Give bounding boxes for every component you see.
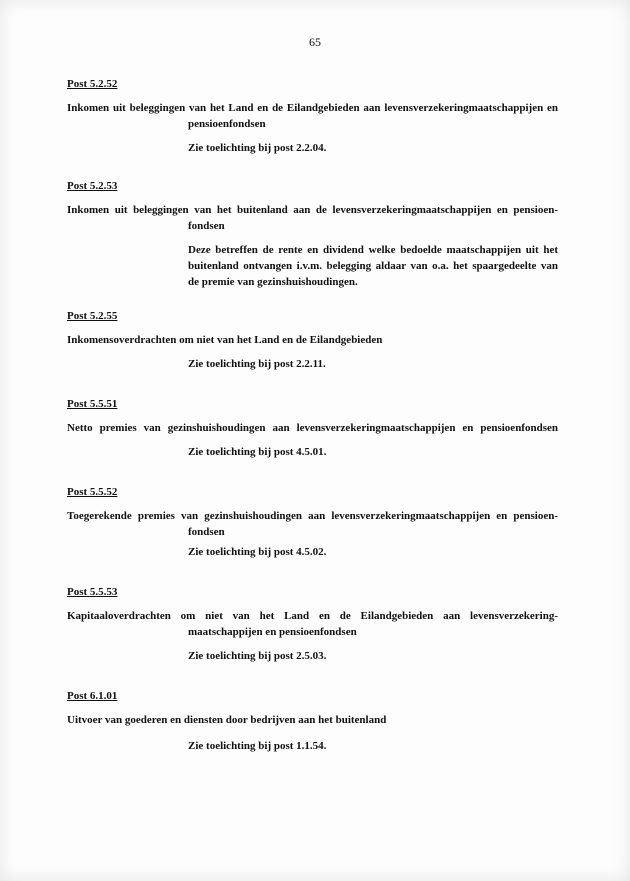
post-title-continuation: fondsen [188,220,225,232]
post-entry [67,584,558,664]
post-title-continuation: maatschappijen en pensioenfondsen [188,626,357,638]
post-title-block [67,508,558,540]
post-body: de premie van gezinshuishoudingen. [188,276,358,288]
post-title: Uitvoer van goederen en diensten door bedrijven aan het buitenland [67,714,387,726]
post-entry [67,178,558,290]
post-entry [67,484,558,560]
post-heading: Post 5.5.51 [67,398,118,410]
post-entry [67,396,558,460]
post-heading: Post 5.2.52 [67,78,118,90]
post-heading: Post 5.2.55 [67,310,118,322]
post-title-block [67,608,558,640]
post-entry [67,76,558,156]
post-body: Zie toelichting bij post 4.5.02. [188,546,327,558]
post-heading: Post 5.2.53 [67,180,118,192]
page-number: 65 [309,35,321,49]
post-title: Inkomen uit beleggingen van het buitenland aan de levensverzekeringmaatschappijen en pensioen- [67,204,558,216]
post-title-continuation: pensioenfondsen [188,118,266,130]
post-title-continuation: fondsen [188,526,225,538]
post-title-block [67,100,558,132]
post-title: Inkomensoverdrachten om niet van het Land en de Eilandgebieden [67,334,383,346]
post-title-block [67,712,558,728]
post-title: Inkomen uit beleggingen van het Land en de Eilandgebieden aan levensverzekeringmaatschappijen en [67,102,558,114]
post-heading: Post 5.5.52 [67,486,118,498]
post-body: Deze betreffen de rente en dividend welke bedoelde maatschappijen uit het [188,244,558,256]
post-title: Toegerekende premies van gezinshuishoudingen aan levensverzekeringmaatschappijen en pensioen- [67,510,558,522]
post-heading: Post 6.1.01 [67,690,118,702]
post-body: Zie toelichting bij post 2.5.03. [188,650,327,662]
post-title: Netto premies van gezinshuishoudingen aan levensverzekeringmaatschappijen en pensioenfondsen [67,422,558,434]
post-body: Zie toelichting bij post 4.5.01. [188,446,327,458]
post-heading: Post 5.5.53 [67,586,118,598]
post-body: Zie toelichting bij post 2.2.11. [188,358,326,370]
post-body: buitenland ontvangen i.v.m. belegging aldaar van o.a. het spaargedeelte van [188,260,558,272]
page-content [67,76,558,778]
post-entry [67,308,558,372]
post-title: Kapitaaloverdrachten om niet van het Land en de Eilandgebieden aan levensverzekering- [67,610,558,622]
post-entry [67,688,558,754]
post-body: Zie toelichting bij post 2.2.04. [188,142,327,154]
post-title-block [67,332,558,348]
post-title-block [67,202,558,234]
post-title-block [67,420,558,436]
post-body: Zie toelichting bij post 1.1.54. [188,740,327,752]
